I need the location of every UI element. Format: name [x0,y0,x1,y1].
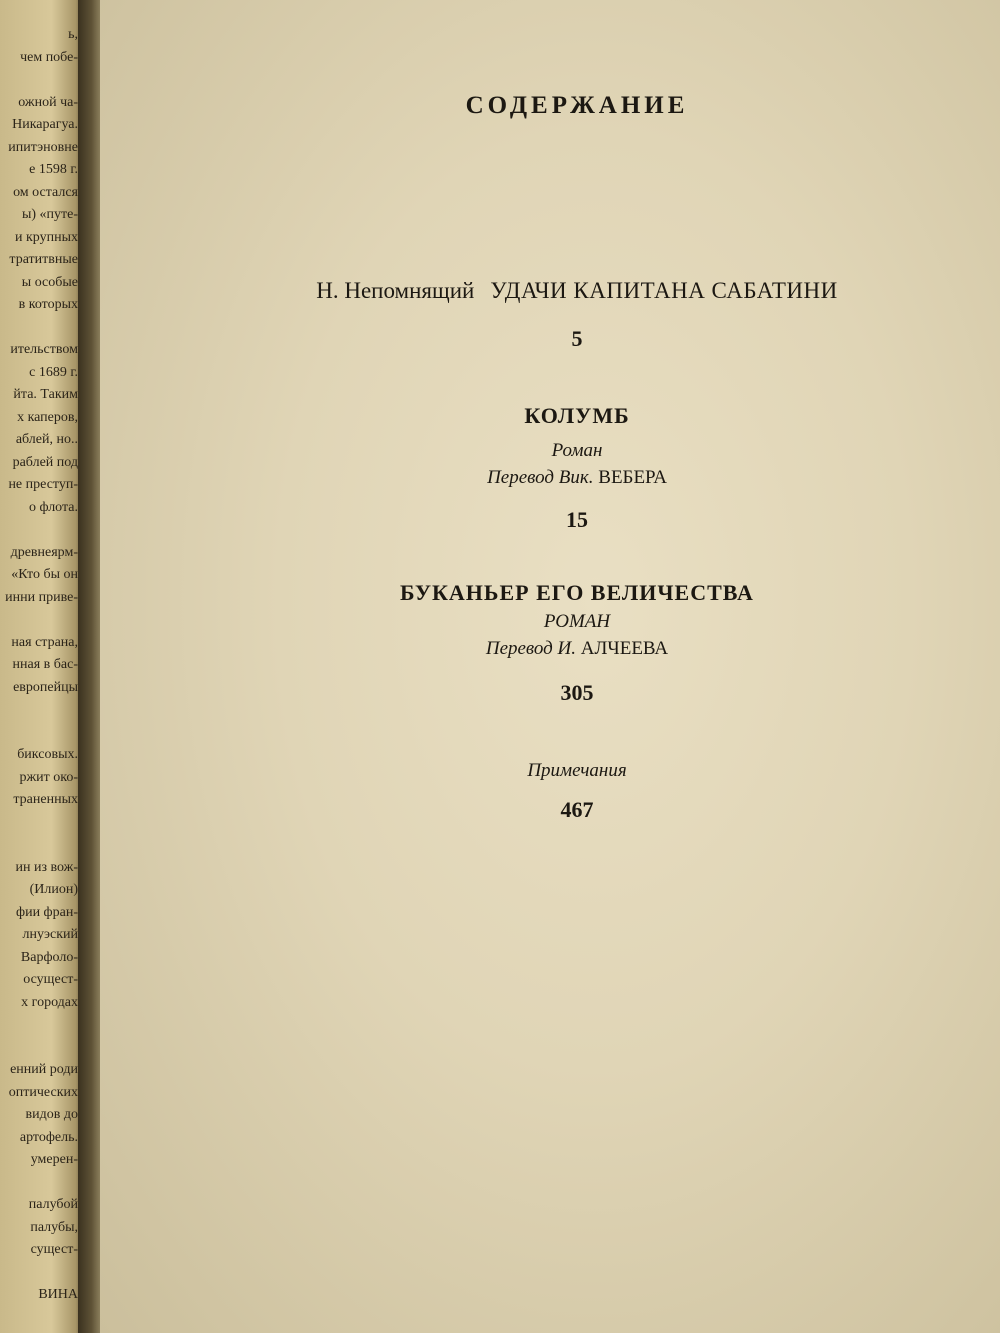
adjacent-page-line: х каперов, [17,409,78,425]
adjacent-page-line: ржит око- [19,769,78,785]
page-title: СОДЕРЖАНИЕ [465,92,689,119]
adjacent-page-line: траненных [13,792,78,807]
adjacent-page-line: в которых [18,297,78,312]
adjacent-page-line: умерен- [30,1152,78,1167]
intro-title: УДАЧИ КАПИТАНА САБАТИНИ [490,278,838,303]
adjacent-page-line: тратитвные [9,252,78,267]
adjacent-page-line [0,1172,78,1195]
adjacent-page-line [0,834,78,857]
contents-page [100,0,1000,1333]
adjacent-page-line: ом остался [13,184,78,200]
table-of-contents [100,0,1000,1333]
adjacent-page-line [0,1037,78,1060]
adjacent-page-text [0,24,78,1307]
adjacent-page-line [0,812,78,835]
toc-entry-intro [100,278,1000,304]
adjacent-page-line: х городах [21,994,78,1010]
adjacent-page-line: ы особые [21,274,78,290]
adjacent-page-line: древнеярм- [10,544,78,560]
work2-genre: РОМАН [543,611,611,632]
intro-author: Н. Непомнящий [316,278,475,303]
work1-title: КОЛУМБ [524,403,630,428]
adjacent-page-line: оптических [8,1084,78,1100]
adjacent-page-line: палубы, [30,1219,78,1235]
adjacent-page-line: нная в бас- [12,657,78,672]
work2-title: БУКАНЬЕР ЕГО ВЕЛИЧЕСТВА [400,580,754,605]
adjacent-page-line: «Кто бы он [11,567,78,582]
adjacent-page-line: ожной ча- [18,94,78,110]
adjacent-page-line: (Илион) [29,882,78,897]
adjacent-page-line: йта. Таким [13,387,78,402]
work1-genre: Роман [551,440,603,461]
work1-translation-prefix: Перевод Вик. [487,467,594,488]
adjacent-page-line [0,519,78,542]
adjacent-page-line: и крупных [15,229,78,245]
adjacent-page-line: ительством [10,342,78,357]
adjacent-page-line: не преступ- [8,477,78,492]
adjacent-page-line: фии фран- [16,904,78,920]
adjacent-page-line: Никарагуа. [12,117,78,132]
adjacent-page-line: палубой [28,1197,78,1212]
work1-translation [100,467,1000,489]
adjacent-page-line: чем побе- [20,49,78,65]
adjacent-page-line: ипитэновне [8,139,78,155]
adjacent-page-line: биксовых. [17,747,78,762]
adjacent-page-line: ь, [68,27,78,42]
work1-translator: ВЕБЕРА [598,467,667,488]
adjacent-page-line: осущест- [23,972,78,987]
adjacent-page-line: европейцы [13,679,78,695]
work1-page-number: 15 [566,507,588,532]
adjacent-page-line: о флота. [28,499,78,515]
adjacent-page-line [0,609,78,632]
intro-page-number: 5 [571,326,583,351]
adjacent-page-line: инни приве- [5,589,78,605]
adjacent-page-line [0,69,78,92]
adjacent-page-line: Варфоло- [20,949,78,965]
adjacent-page-line: аблей, но.. [15,432,78,447]
adjacent-page-line: е 1598 г. [29,162,78,177]
notes-label: Примечания [527,760,627,781]
adjacent-page-line: лнуэский [22,927,78,942]
adjacent-page-line: артофель. [19,1129,78,1145]
work2-page-number: 305 [560,680,594,705]
adjacent-page-line: с 1689 г. [29,364,78,380]
adjacent-page-line: енний роди [10,1062,78,1077]
adjacent-page-line: видов до [25,1107,78,1122]
work2-translation-prefix: Перевод И. [485,638,577,659]
work2-translator: АЛЧЕЕВА [580,638,669,659]
adjacent-page-line: ная страна, [11,634,78,650]
work2-translation [100,638,1000,660]
adjacent-page-line: ВИНА [38,1287,78,1302]
adjacent-page-line [0,699,78,722]
notes-page-number: 467 [560,797,594,822]
adjacent-page-line [0,722,78,745]
adjacent-page-line: ин из вож- [15,859,78,875]
adjacent-page-edge [0,0,86,1333]
adjacent-page-line [0,317,78,340]
adjacent-page-line [0,1262,78,1285]
adjacent-page-line: ы) «путе- [21,207,78,222]
adjacent-page-line [0,1014,78,1037]
adjacent-page-line: раблей под [12,454,78,470]
adjacent-page-line: сущест- [30,1242,78,1257]
